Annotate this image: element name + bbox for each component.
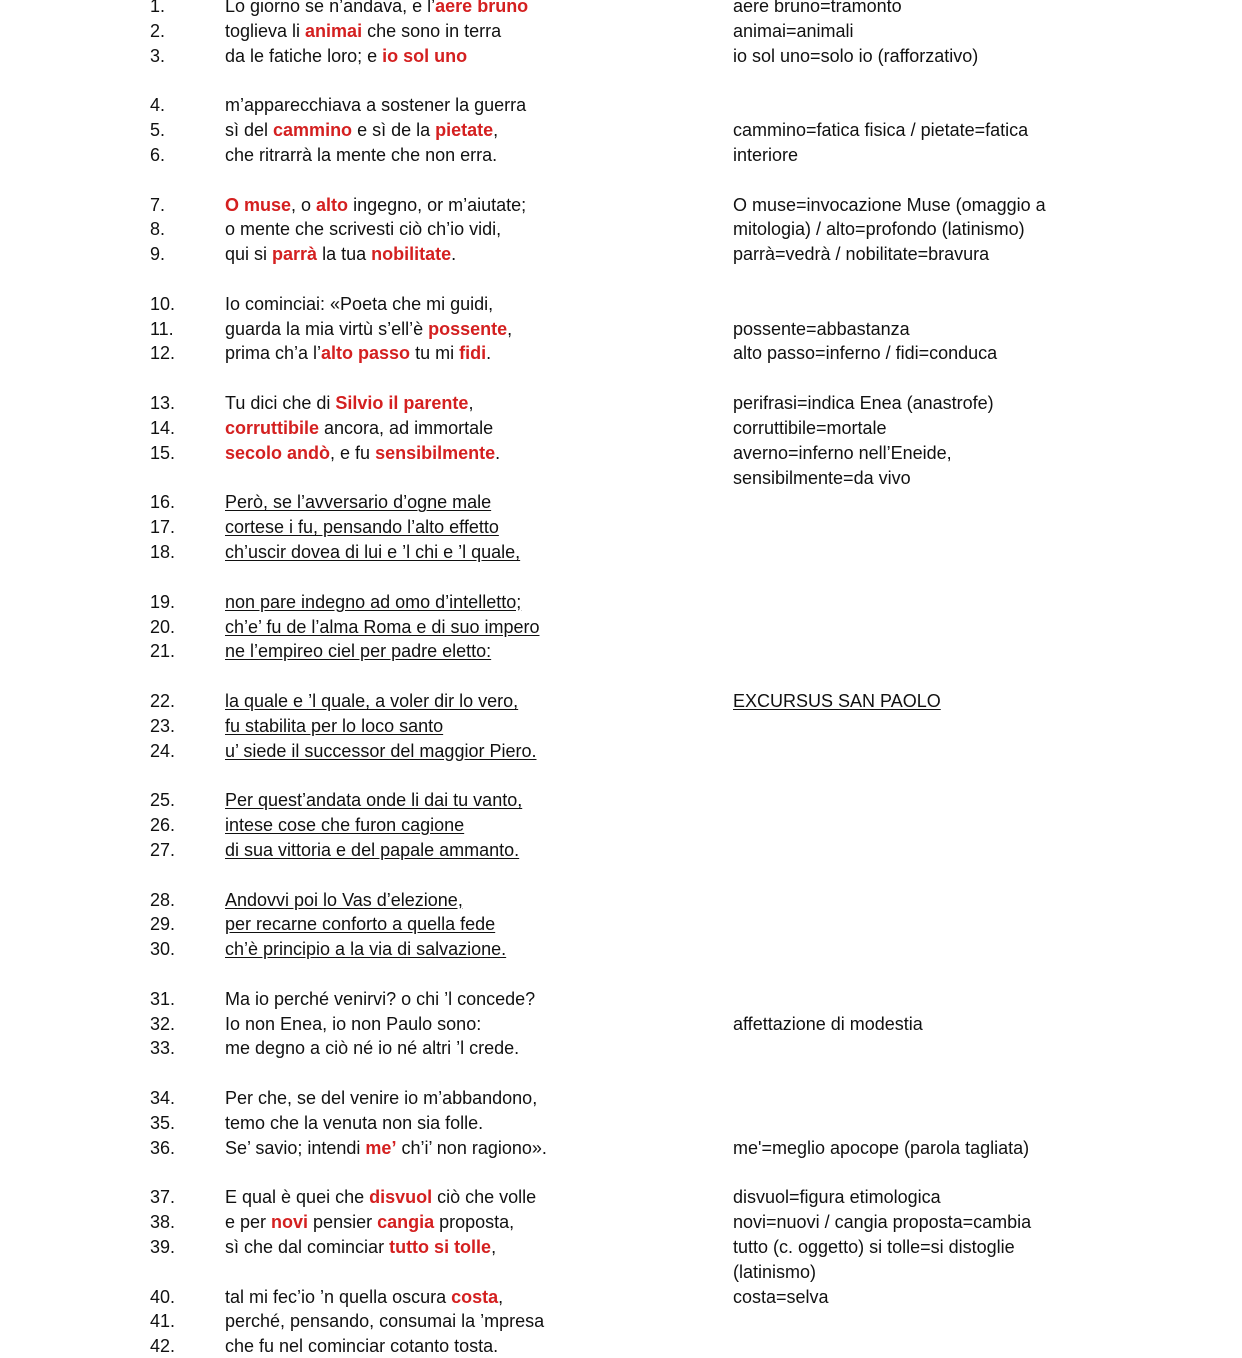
verse-row — [0, 1185, 1242, 1209]
verse-number: 33. — [150, 1038, 176, 1059]
verse-row — [0, 317, 1242, 341]
verse-number: 10. — [150, 293, 176, 314]
verse-fragment: ch’uscir dovea di lui e ’l chi e ’l quale, — [225, 542, 521, 563]
verse-text — [225, 1334, 498, 1358]
verse-number: 31. — [150, 988, 176, 1009]
verse-text — [225, 1309, 544, 1333]
verse-fragment: la quale e ’l quale, a voler dir lo vero, — [225, 690, 519, 711]
verse-text — [225, 193, 526, 217]
verse-fragment: Per quest’andata onde li dai tu vanto, — [225, 790, 523, 811]
verse-text — [225, 490, 491, 514]
annotation-note: novi=nuovi / cangia proposta=cambia — [733, 1212, 1032, 1233]
verse-row — [0, 1285, 1242, 1309]
verse-fragment: e per — [225, 1212, 272, 1233]
annotation-note: possente=abbastanza — [733, 318, 910, 339]
highlighted-term: alto passo — [321, 343, 411, 364]
highlighted-term: io sol uno — [382, 45, 468, 66]
highlighted-term: animai — [305, 20, 363, 41]
verse-fragment: che fu nel cominciar cotanto tosta. — [225, 1336, 499, 1357]
annotation-note: interiore — [733, 144, 799, 165]
verse-row — [0, 1334, 1242, 1358]
verse-row — [0, 1309, 1242, 1333]
verse-text — [225, 1086, 537, 1110]
verse-number: 28. — [150, 889, 176, 910]
verse-text — [225, 1235, 496, 1259]
verse-number: 34. — [150, 1088, 176, 1109]
verse-fragment: da le fatiche loro; e — [225, 45, 383, 66]
verse-text — [225, 888, 463, 912]
verse-text — [225, 515, 499, 539]
verse-text — [225, 1012, 481, 1036]
verse-fragment: , — [468, 393, 474, 414]
verse-fragment: guarda la mia virtù s’ell’è — [225, 318, 429, 339]
highlighted-term: pietate — [435, 120, 494, 141]
verse-text — [225, 118, 498, 142]
verse-number: 5. — [150, 120, 166, 141]
verse-number: 19. — [150, 591, 176, 612]
verse-row — [0, 490, 1242, 514]
verse-fragment: E qual è quei che — [225, 1187, 370, 1208]
verse-row — [0, 912, 1242, 936]
verse-row — [0, 93, 1242, 117]
highlighted-term: disvuol — [369, 1187, 433, 1208]
annotation-note: me'=meglio apocope (parola tagliata) — [733, 1137, 1030, 1158]
verse-number: 2. — [150, 20, 166, 41]
highlighted-term: sensibilmente — [375, 442, 496, 463]
verse-fragment: Ma io perché venirvi? o chi ’l concede? — [225, 988, 536, 1009]
verse-number: 41. — [150, 1311, 176, 1332]
verse-fragment: , — [491, 1237, 497, 1257]
annotation-note: averno=inferno nell’Eneide, — [733, 442, 952, 463]
verse-row — [0, 242, 1242, 266]
verse-fragment: u’ siede il successor del maggior Piero. — [225, 740, 537, 761]
verse-number: 13. — [150, 393, 176, 414]
verse-row — [0, 441, 1242, 465]
verse-number: 12. — [150, 343, 176, 364]
verse-text — [225, 416, 493, 440]
verse-fragment: m’apparecchiava a sostener la guerra — [225, 95, 527, 116]
verse-row — [0, 1210, 1242, 1234]
annotation-note: (latinismo) — [733, 1261, 817, 1282]
annotation-note: mitologia) / alto=profondo (latinismo) — [733, 219, 1025, 240]
annotation-note: corruttibile=mortale — [733, 417, 887, 438]
verse-fragment: intese cose che furon cagione — [225, 815, 465, 836]
verse-number: 23. — [150, 715, 176, 736]
annotation-note: perifrasi=indica Enea (anastrofe) — [733, 393, 994, 414]
verse-fragment: che ritrarrà la mente che non erra. — [225, 144, 498, 165]
verse-row — [0, 639, 1242, 663]
section-heading: EXCURSUS SAN PAOLO — [733, 690, 941, 711]
verse-number: 30. — [150, 939, 176, 960]
highlighted-term: cangia — [377, 1212, 435, 1233]
verse-row — [0, 714, 1242, 738]
verse-number: 16. — [150, 492, 176, 513]
verse-row — [0, 1235, 1242, 1259]
highlighted-term: alto — [316, 194, 349, 215]
verse-row — [0, 341, 1242, 365]
verse-text — [225, 540, 520, 564]
verse-text — [225, 143, 497, 167]
verse-number: 32. — [150, 1013, 176, 1034]
verse-fragment: , o — [291, 194, 317, 215]
verse-text — [225, 0, 528, 18]
verse-fragment: , — [493, 120, 499, 141]
verse-fragment: di sua vittoria e del papale ammanto. — [225, 839, 520, 860]
highlighted-term: fidi — [459, 343, 487, 364]
verse-fragment: che sono in terra — [362, 20, 502, 41]
highlighted-term: possente — [428, 318, 508, 339]
verse-text — [225, 292, 493, 316]
verse-fragment: Io cominciai: «Poeta che mi guidi, — [225, 293, 494, 314]
verse-fragment: Lo giorno se n’andava, e l’ — [225, 0, 436, 16]
verse-row — [0, 987, 1242, 1011]
verse-number: 11. — [150, 318, 174, 339]
verse-fragment: temo che la venuta non sia folle. — [225, 1112, 484, 1133]
verse-text — [225, 1285, 503, 1309]
verse-row — [0, 1086, 1242, 1110]
verse-fragment: sì che dal cominciar — [225, 1237, 390, 1257]
verse-fragment: proposta, — [434, 1212, 515, 1233]
verse-row — [0, 217, 1242, 241]
verse-text — [225, 912, 495, 936]
verse-text — [225, 1136, 547, 1160]
verse-fragment: qui si — [225, 244, 273, 265]
verse-fragment: Però, se l’avversario d’ogne male — [225, 492, 492, 513]
verse-fragment: . — [495, 442, 501, 463]
verse-fragment: ch’è principio a la via di salvazione. — [225, 939, 507, 960]
verse-row — [0, 515, 1242, 539]
verse-text — [225, 317, 512, 341]
verse-text — [225, 714, 443, 738]
verse-row — [0, 937, 1242, 961]
verse-text — [225, 590, 521, 614]
verse-fragment: toglieva li — [225, 20, 306, 41]
verse-fragment: sì del — [225, 120, 274, 141]
verse-row — [0, 788, 1242, 812]
verse-number: 37. — [150, 1187, 176, 1208]
verse-text — [225, 93, 526, 117]
annotation-note: O muse=invocazione Muse (omaggio a — [733, 194, 1046, 215]
annotation-note: disvuol=figura etimologica — [733, 1187, 941, 1208]
verse-row — [0, 118, 1242, 142]
verse-number: 1. — [150, 0, 166, 16]
verse-row — [0, 1111, 1242, 1135]
verse-fragment: cortese i fu, pensando l’alto effetto — [225, 517, 499, 538]
verse-fragment: Per che, se del venire io m’abbandono, — [225, 1088, 538, 1109]
verse-row — [0, 739, 1242, 763]
verse-number: 4. — [150, 95, 166, 116]
highlighted-term: aere bruno — [435, 0, 529, 16]
verse-number: 40. — [150, 1286, 176, 1307]
verse-number: 3. — [150, 45, 166, 66]
verse-text — [225, 44, 467, 68]
verse-text — [225, 838, 519, 862]
verse-number: 39. — [150, 1237, 176, 1257]
highlighted-term: me’ — [365, 1137, 397, 1158]
annotation-note: tutto (c. oggetto) si tolle=si distoglie — [733, 1237, 1015, 1257]
verse-fragment: tu mi — [410, 343, 460, 364]
verse-row — [0, 1012, 1242, 1036]
verse-row — [0, 466, 1242, 490]
highlighted-term: secolo andò — [225, 442, 331, 463]
verse-row — [0, 540, 1242, 564]
verse-fragment: tal mi fec’io ’n quella oscura — [225, 1286, 452, 1307]
verse-number: 36. — [150, 1137, 176, 1158]
verse-fragment: . — [486, 343, 492, 364]
verse-row — [0, 143, 1242, 167]
verse-text — [225, 689, 518, 713]
highlighted-term: tutto si tolle — [389, 1237, 492, 1257]
verse-fragment: ingegno, or m’aiutate; — [348, 194, 527, 215]
verse-fragment: prima ch’a l’ — [225, 343, 322, 364]
verse-fragment: me degno a ciò né io né altri ’l crede. — [225, 1038, 520, 1059]
verse-fragment: per recarne conforto a quella fede — [225, 914, 496, 935]
verse-text — [225, 813, 464, 837]
verse-number: 27. — [150, 839, 176, 860]
verse-text — [225, 987, 535, 1011]
verse-text — [225, 937, 506, 961]
verse-row — [0, 838, 1242, 862]
verse-number: 24. — [150, 740, 176, 761]
highlighted-term: costa — [451, 1286, 499, 1307]
verse-fragment: , e fu — [330, 442, 376, 463]
verse-row — [0, 1036, 1242, 1060]
verse-number: 42. — [150, 1336, 176, 1357]
verse-number: 7. — [150, 194, 166, 215]
verse-row — [0, 1260, 1242, 1284]
verse-row — [0, 689, 1242, 713]
verse-number: 17. — [150, 517, 176, 538]
verse-fragment: perché, pensando, consumai la ’mpresa — [225, 1311, 545, 1332]
verse-fragment: ch’e’ fu de l’alma Roma e di suo impero — [225, 616, 540, 637]
verse-text — [225, 639, 491, 663]
verse-fragment: ch’i’ non ragiono». — [396, 1137, 547, 1158]
verse-number: 8. — [150, 219, 166, 240]
annotation-note: aere bruno=tramonto — [733, 0, 902, 16]
verse-row — [0, 193, 1242, 217]
verse-text — [225, 1111, 483, 1135]
verse-text — [225, 391, 473, 415]
verse-text — [225, 1036, 519, 1060]
verse-number: 21. — [150, 641, 176, 662]
verse-text — [225, 1185, 536, 1209]
verse-text — [225, 1210, 514, 1234]
verse-fragment: e sì de la — [352, 120, 436, 141]
verse-number: 25. — [150, 790, 176, 811]
verse-fragment: non pare indegno ad omo d’intelletto; — [225, 591, 522, 612]
verse-row — [0, 44, 1242, 68]
annotation-note: costa=selva — [733, 1286, 829, 1307]
annotation-note: cammino=fatica fisica / pietate=fatica — [733, 120, 1029, 141]
annotation-note: sensibilmente=da vivo — [733, 467, 911, 488]
verse-text — [225, 739, 536, 763]
verse-text — [225, 217, 501, 241]
verse-row — [0, 590, 1242, 614]
verse-number: 9. — [150, 244, 166, 265]
verse-row — [0, 888, 1242, 912]
annotation-note: io sol uno=solo io (rafforzativo) — [733, 45, 979, 66]
verse-fragment: ne l’empireo ciel per padre eletto: — [225, 641, 492, 662]
verse-fragment: la tua — [317, 244, 372, 265]
verse-text — [225, 341, 491, 365]
verse-fragment: fu stabilita per lo loco santo — [225, 715, 444, 736]
verse-fragment: Tu dici che di — [225, 393, 336, 414]
verse-row — [0, 615, 1242, 639]
verse-fragment: pensier — [308, 1212, 378, 1233]
verse-row — [0, 292, 1242, 316]
verse-number: 6. — [150, 144, 166, 165]
highlighted-term: corruttibile — [225, 417, 320, 438]
highlighted-term: parrà — [272, 244, 318, 265]
verse-row — [0, 416, 1242, 440]
verse-fragment: o mente che scrivesti ciò ch’io vidi, — [225, 219, 502, 240]
highlighted-term: O muse — [225, 194, 292, 215]
verse-fragment: . — [451, 244, 457, 265]
verse-fragment: ancora, ad immortale — [319, 417, 494, 438]
verse-row — [0, 1136, 1242, 1160]
annotation-note: parrà=vedrà / nobilitate=bravura — [733, 244, 990, 265]
verse-number: 18. — [150, 542, 176, 563]
verse-text — [225, 19, 501, 43]
verse-fragment: Io non Enea, io non Paulo sono: — [225, 1013, 482, 1034]
highlighted-term: cammino — [273, 120, 353, 141]
verse-text — [225, 242, 456, 266]
verse-number: 26. — [150, 815, 176, 836]
annotation-note: animai=animali — [733, 20, 854, 41]
verse-number: 14. — [150, 417, 176, 438]
highlighted-term: novi — [271, 1212, 309, 1233]
verse-text — [225, 615, 539, 639]
annotation-note: affettazione di modestia — [733, 1013, 923, 1034]
annotation-note: alto passo=inferno / fidi=conduca — [733, 343, 998, 364]
verse-number: 22. — [150, 690, 176, 711]
highlighted-term: nobilitate — [371, 244, 452, 265]
verse-row — [0, 813, 1242, 837]
verse-number: 15. — [150, 442, 176, 463]
verse-fragment: ciò che volle — [432, 1187, 537, 1208]
verse-fragment: Andovvi poi lo Vas d’elezione, — [225, 889, 463, 910]
verse-number: 35. — [150, 1112, 176, 1133]
verse-number: 29. — [150, 914, 176, 935]
verse-text — [225, 788, 522, 812]
verse-number: 20. — [150, 616, 176, 637]
verse-fragment: , — [498, 1286, 504, 1307]
verse-number: 38. — [150, 1212, 176, 1233]
verse-text — [225, 441, 500, 465]
verse-fragment: Se’ savio; intendi — [225, 1137, 366, 1158]
verse-row — [0, 0, 1242, 18]
verse-fragment: , — [507, 318, 513, 339]
verse-row — [0, 19, 1242, 43]
highlighted-term: Silvio il parente — [335, 393, 469, 414]
verse-row — [0, 391, 1242, 415]
